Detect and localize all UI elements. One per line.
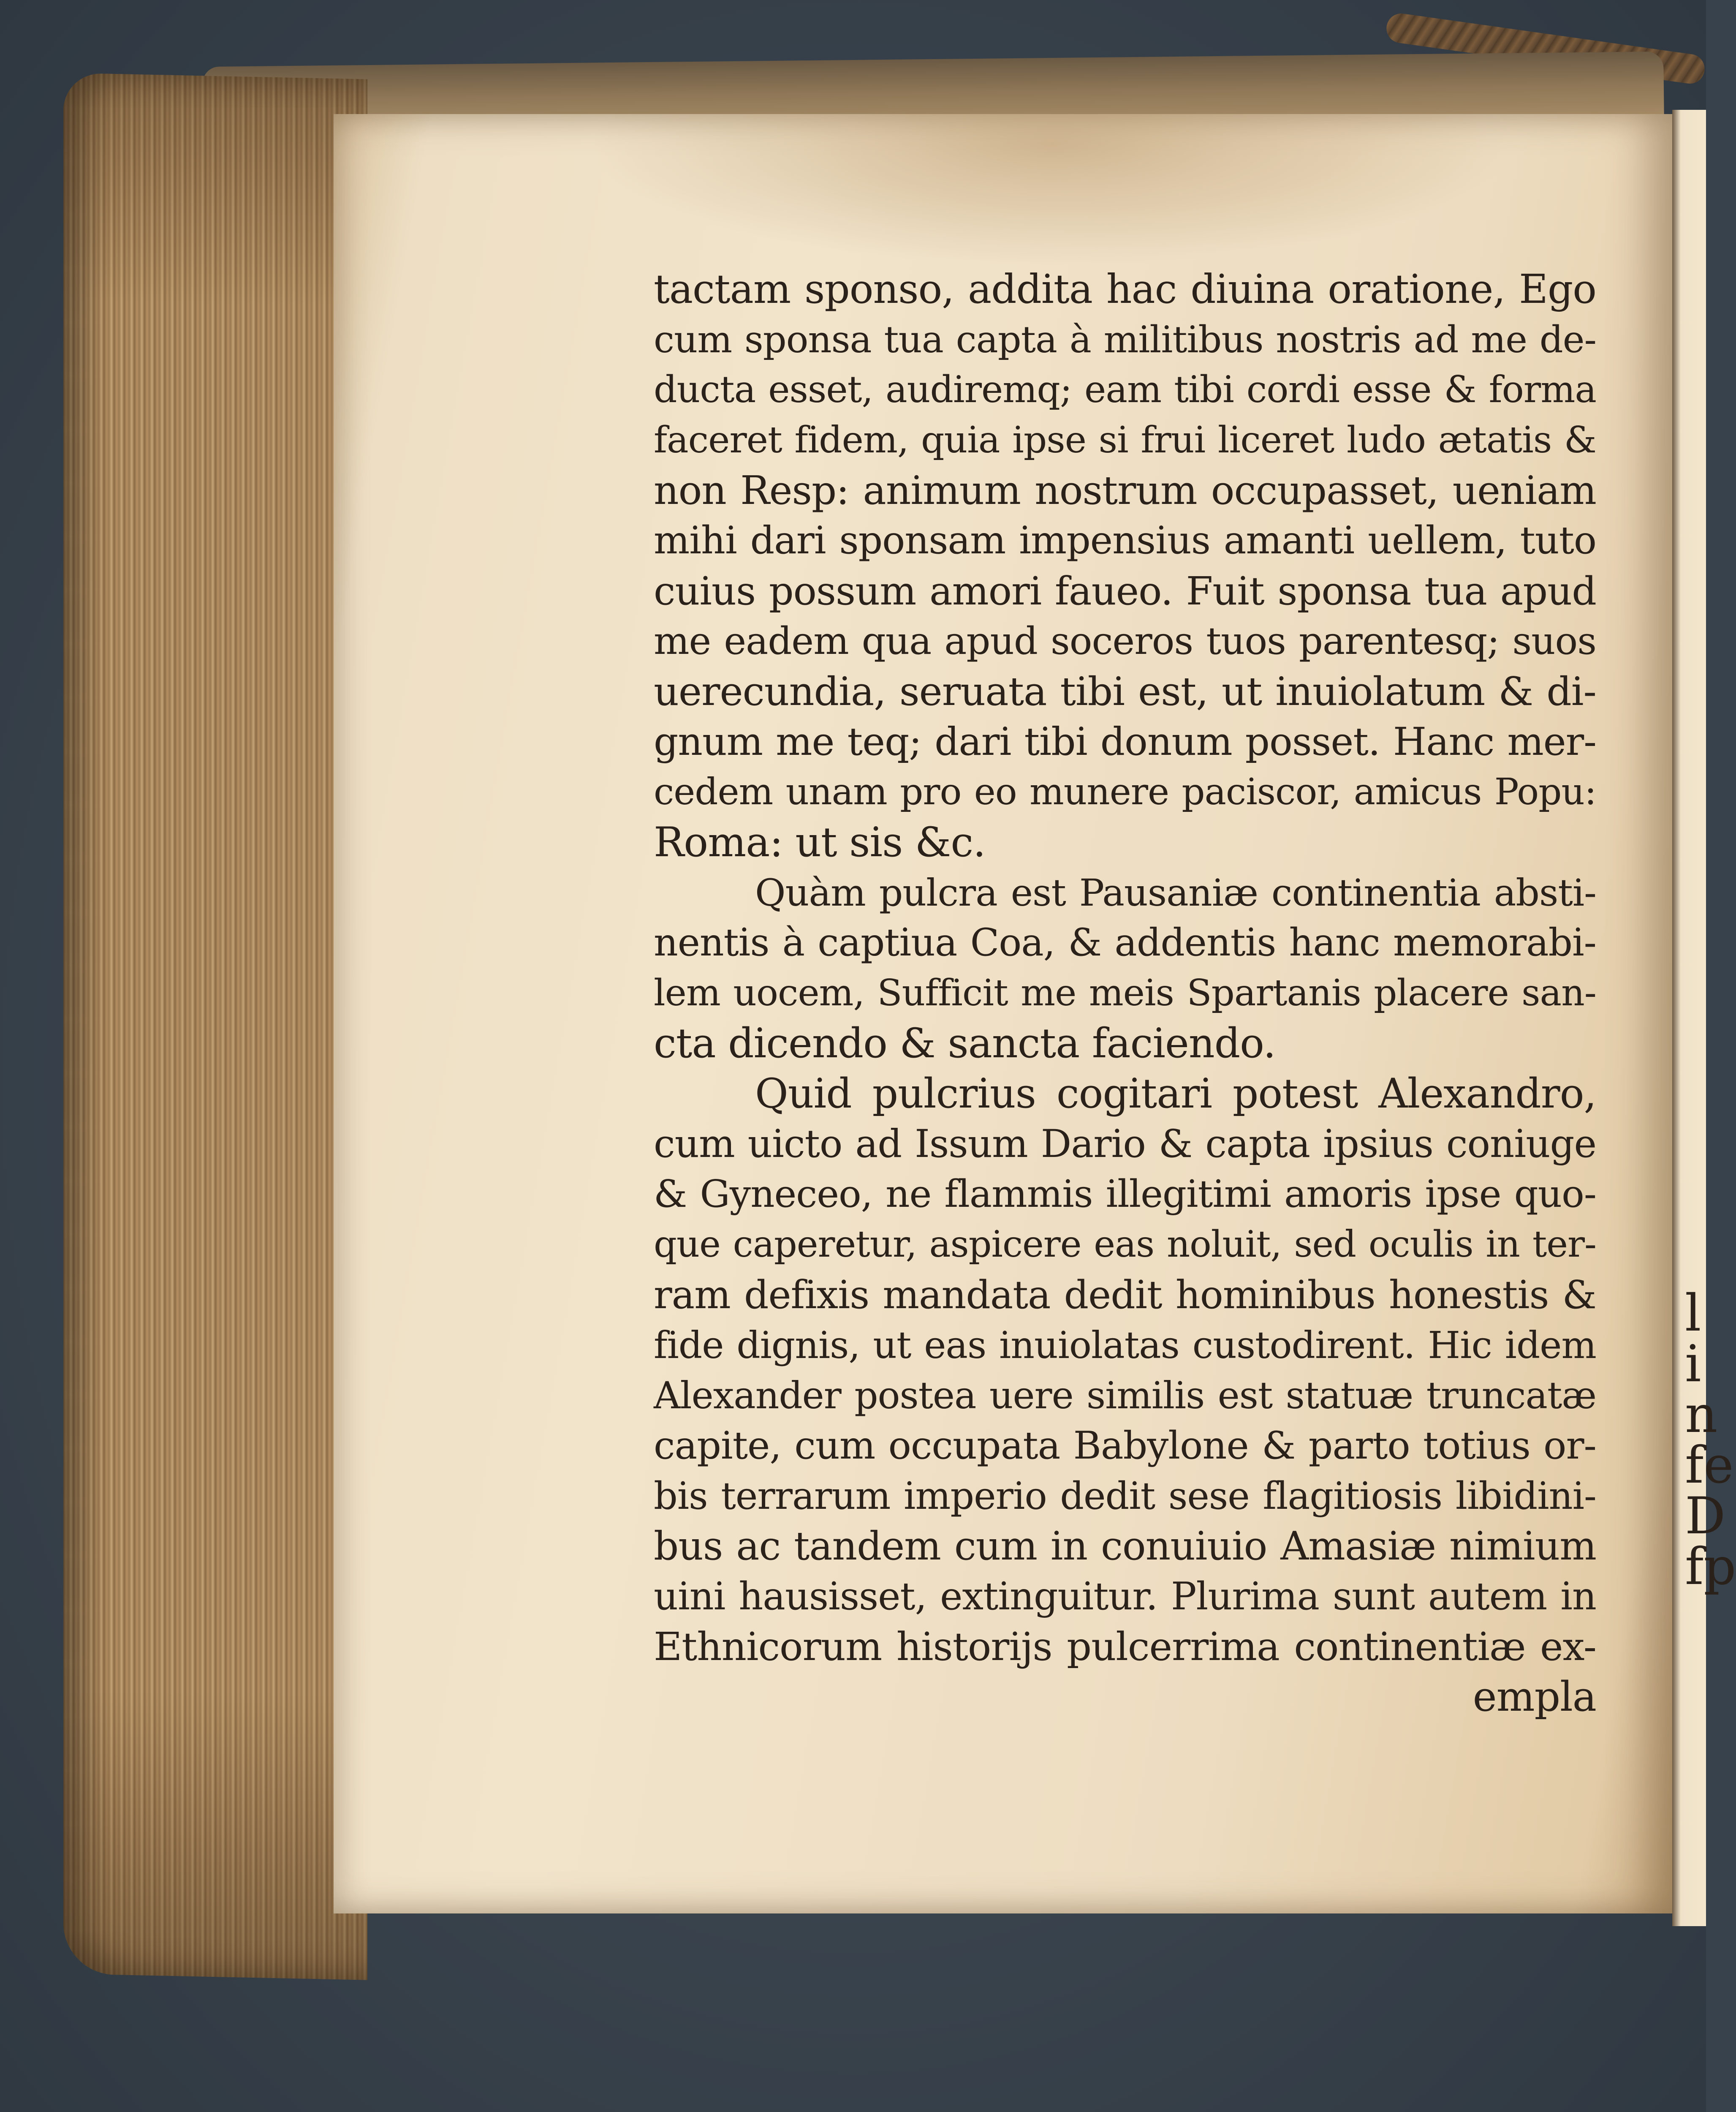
text-line: tactam sponso, addita hac diuina oratione, Ego [654,267,1596,313]
text-line: non Resp: animum nostrum occupasset, ueniam [654,468,1596,513]
facing-fragment: n [1685,1385,1718,1444]
text-line: cuius possum amori faueo. Fuit sponsa tua apud [654,569,1596,614]
text-line: Ethnicorum historijs pulcerrima continentiæ ex- [654,1624,1596,1669]
text-line: cum sponsa tua capta à militibus nostris ad me de- [654,318,1596,361]
text-line: Roma: ut sis &c. [654,819,986,866]
text-line: cum uicto ad Issum Dario & capta ipsius coniuge [654,1122,1596,1166]
text-line: cta dicendo & sancta faciendo. [654,1020,1276,1067]
text-line: cedem unam pro eo munere paciscor, amicus Popu: [654,771,1596,813]
text-line: faceret fidem, quia ipse si frui liceret ludo ætatis & [654,419,1596,461]
facing-fragment: fe [1685,1436,1734,1495]
text-line: uerecundia, seruata tibi est, ut inuiolatum & di- [654,669,1596,714]
facing-fragment: i [1685,1335,1701,1393]
text-line: nentis à captiua Coa, & addentis hanc memorabi- [654,921,1596,965]
water-stain [587,114,1516,266]
text-line: ducta esset, audiremq; eam tibi cordi esse & forma [654,369,1596,411]
book-fore-edge [63,73,367,1980]
text-line: gnum me teq; dari tibi donum posset. Hanc mer- [654,719,1596,764]
text-line: bus ac tandem cum in conuiuio Amasiæ nimium [654,1523,1596,1569]
facing-page-text [1685,1284,1736,1596]
text-line: ram defixis mandata dedit hominibus honestis & [654,1272,1596,1317]
paragraph-start-line: Quàm pulcra est Pausaniæ continentia absti- [755,871,1596,914]
text-line: me eadem qua apud soceros tuos parentesq; suos [654,619,1596,663]
text-line: capite, cum occupata Babylone & parto totius or- [654,1423,1596,1468]
text-line: lem uocem, Sufficit me meis Spartanis placere san- [654,972,1596,1014]
page-text-block [654,264,1596,1722]
facing-fragment: D [1685,1487,1726,1546]
catchword: empla [1472,1673,1596,1720]
text-line: fide dignis, ut eas inuiolatas custodirent. Hic idem [654,1323,1596,1367]
paragraph-start-line: Quid pulcrius cogitari potest Alexandro, [755,1070,1596,1117]
text-line: Alexander postea uere similis est statuæ truncatæ [654,1374,1596,1417]
text-line: que caperetur, aspicere eas noluit, sed oculis in ter- [654,1223,1596,1266]
text-line: bis terrarum imperio dedit sese flagitiosis libidini- [654,1474,1596,1518]
text-line: uini hausisset, extinguitur. Plurima sunt autem in [654,1574,1596,1619]
text-line: & Gyneceo, ne flammis illegitimi amoris ipse quo- [654,1172,1596,1216]
facing-fragment: l [1685,1284,1701,1343]
text-line: mihi dari sponsam impensius amanti uellem, tuto [654,519,1596,563]
facing-fragment: fp [1685,1538,1736,1596]
